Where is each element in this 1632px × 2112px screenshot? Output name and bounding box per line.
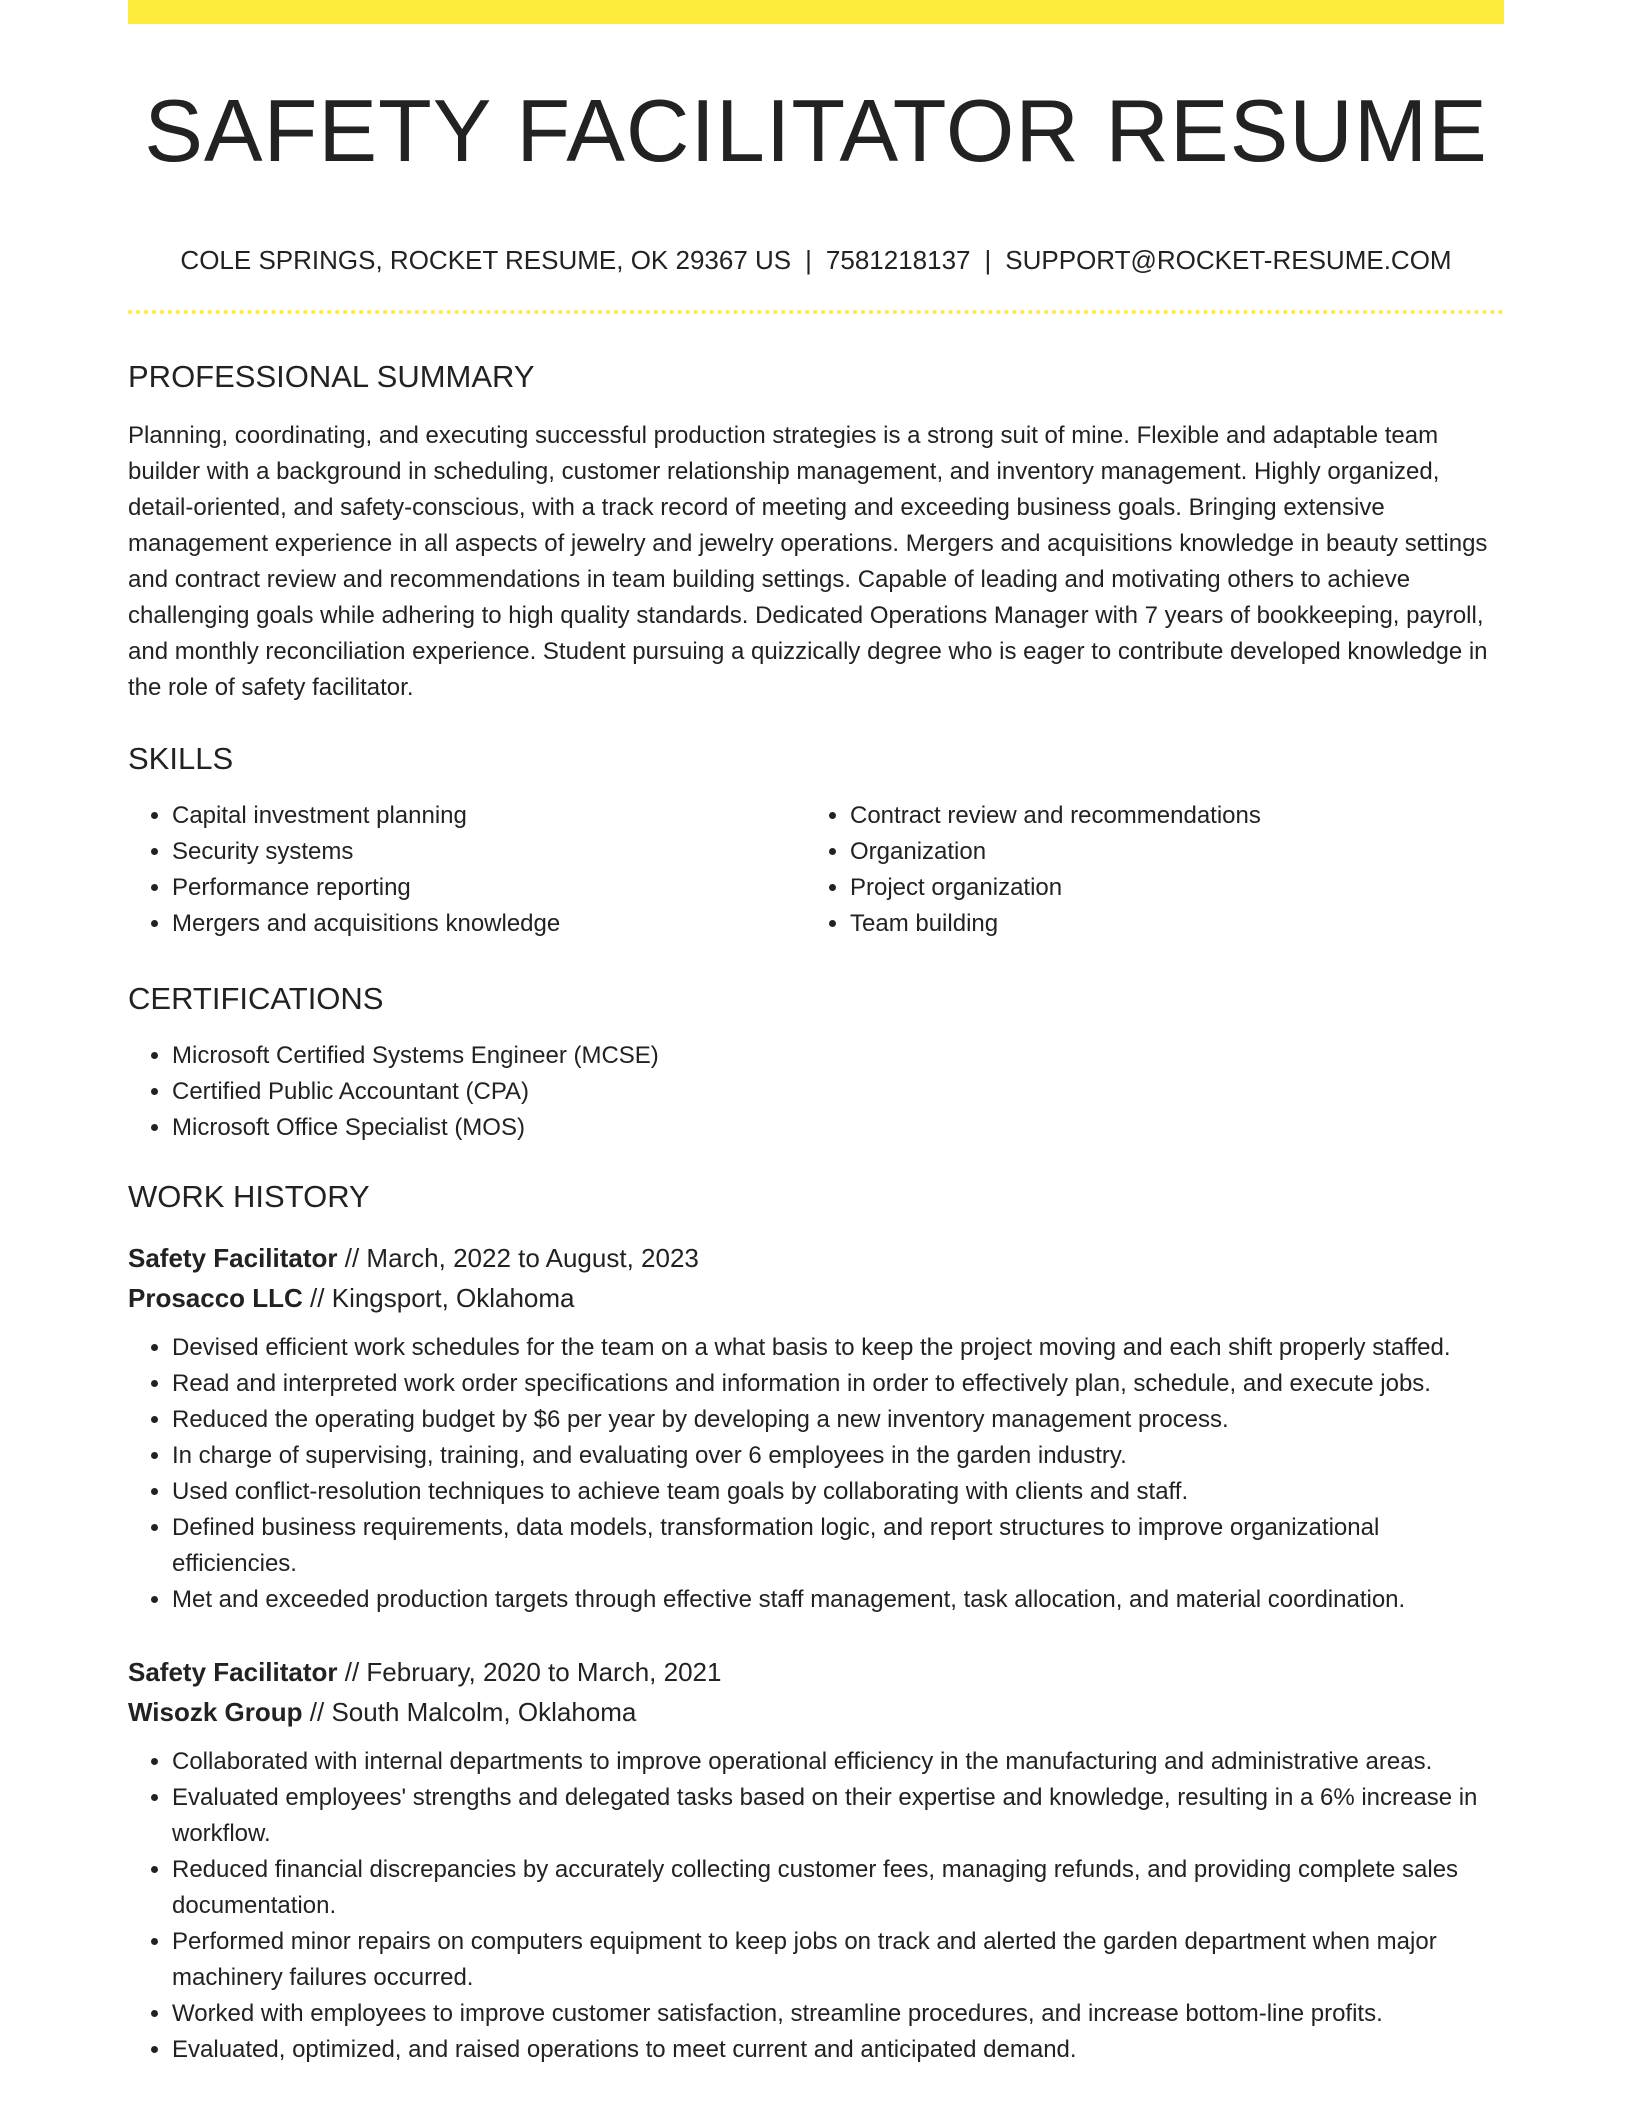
certification-item: • Certified Public Accountant (CPA) [172, 1074, 1504, 1110]
job-bullet: • Read and interpreted work order specifications and information in order to effectively plan, schedule, and execute jobs. [172, 1366, 1504, 1402]
work-history-heading: WORK HISTORY [128, 1179, 370, 1214]
job-bullets [128, 1744, 1504, 2068]
skill-item: • Security systems [172, 834, 806, 870]
skill-item: • Organization [850, 834, 1484, 870]
job-company: Prosacco LLC [128, 1283, 303, 1313]
contact-email: SUPPORT@ROCKET-RESUME.COM [1005, 245, 1452, 275]
job-dates: // February, 2020 to March, 2021 [337, 1657, 722, 1687]
job-bullet: • Collaborated with internal departments to improve operational efficiency in the manufacturing and administrative areas. [172, 1744, 1504, 1780]
job-bullet: • Reduced financial discrepancies by accurately collecting customer fees, managing refunds, and providing complete sales documentation. [172, 1852, 1504, 1924]
job-location: // Kingsport, Oklahoma [302, 1283, 575, 1313]
skills-grid [128, 798, 1504, 942]
job-bullet: • Met and exceeded production targets through effective staff management, task allocation, and material coordination. [172, 1582, 1504, 1618]
contact-phone: 7581218137 [825, 245, 971, 275]
job-company-line [128, 1692, 1504, 1732]
skill-item: • Contract review and recommendations [850, 798, 1484, 834]
skills-list-left [128, 798, 806, 942]
job-title-line [128, 1238, 1504, 1278]
job-title: Safety Facilitator [128, 1657, 338, 1687]
certification-item: • Microsoft Certified Systems Engineer (MCSE) [172, 1038, 1504, 1074]
job-bullet: • Defined business requirements, data models, transformation logic, and report structures to improve organizational efficiencies. [172, 1510, 1504, 1582]
job-location: // South Malcolm, Oklahoma [302, 1697, 637, 1727]
resume-title: SAFETY FACILITATOR RESUME [144, 81, 1488, 180]
job-title: Safety Facilitator [128, 1243, 338, 1273]
job-bullet: • Reduced the operating budget by $6 per year by developing a new inventory management process. [172, 1402, 1504, 1438]
dotted-divider [128, 310, 1504, 314]
contact-address: COLE SPRINGS, ROCKET RESUME, OK 29367 US [180, 245, 792, 275]
contact-separator: | [805, 245, 812, 275]
job-company: Wisozk Group [128, 1697, 303, 1727]
job-bullet: • Worked with employees to improve customer satisfaction, streamline procedures, and increase bottom-line profits. [172, 1996, 1504, 2032]
job-title-line [128, 1652, 1504, 1692]
skill-item: • Project organization [850, 870, 1484, 906]
job-bullet: • Performed minor repairs on computers equipment to keep jobs on track and alerted the garden department when major machinery failures occurred. [172, 1924, 1504, 1996]
job-bullet: • In charge of supervising, training, and evaluating over 6 employees in the garden industry. [172, 1438, 1504, 1474]
job-bullets [128, 1330, 1504, 1618]
skill-item: • Team building [850, 906, 1484, 942]
certifications-heading: CERTIFICATIONS [128, 981, 384, 1016]
skill-item: • Capital investment planning [172, 798, 806, 834]
contact-line [128, 244, 1504, 276]
job-bullet: • Evaluated, optimized, and raised operations to meet current and anticipated demand. [172, 2032, 1504, 2068]
job-bullet: • Devised efficient work schedules for the team on a what basis to keep the project moving and each shift properly staffed. [172, 1330, 1504, 1366]
job-bullet: • Used conflict-resolution techniques to achieve team goals by collaborating with clients and staff. [172, 1474, 1504, 1510]
job-entry [128, 1238, 1504, 1618]
summary-heading: PROFESSIONAL SUMMARY [128, 359, 535, 394]
summary-text: Planning, coordinating, and executing successful production strategies is a strong suit of mine. Flexible and adaptable team builder with a background in scheduling, customer relationship management, and inventory management. Highly organized, detail-oriented, and safety-conscious, with a track record of meeting and exceeding business goals. Bringing extensive management experience in all aspects of jewelry and jewelry operations. Mergers and acquisitions knowledge in beauty settings and contract review and recommendations in team building settings. Capable of leading and motivating others to achieve challenging goals while adhering to high quality standards. Dedicated Operations Manager with 7 years of bookkeeping, payroll, and monthly reconciliation experience. Student pursuing a quizzically degree who is eager to contribute developed knowledge in the role of safety facilitator. [128, 422, 1488, 701]
skill-item: • Mergers and acquisitions knowledge [172, 906, 806, 942]
skills-list-right [806, 798, 1484, 942]
job-entry [128, 1652, 1504, 2068]
skill-item: • Performance reporting [172, 870, 806, 906]
job-dates: // March, 2022 to August, 2023 [337, 1243, 699, 1273]
job-company-line [128, 1278, 1504, 1318]
skills-heading: SKILLS [128, 741, 234, 776]
certifications-list [128, 1038, 1504, 1146]
resume-content [128, 0, 1504, 2068]
contact-separator: | [984, 245, 992, 275]
job-bullet: • Evaluated employees' strengths and delegated tasks based on their expertise and knowledge, resulting in a 6% increase in workflow. [172, 1780, 1504, 1852]
certification-item: • Microsoft Office Specialist (MOS) [172, 1110, 1504, 1146]
